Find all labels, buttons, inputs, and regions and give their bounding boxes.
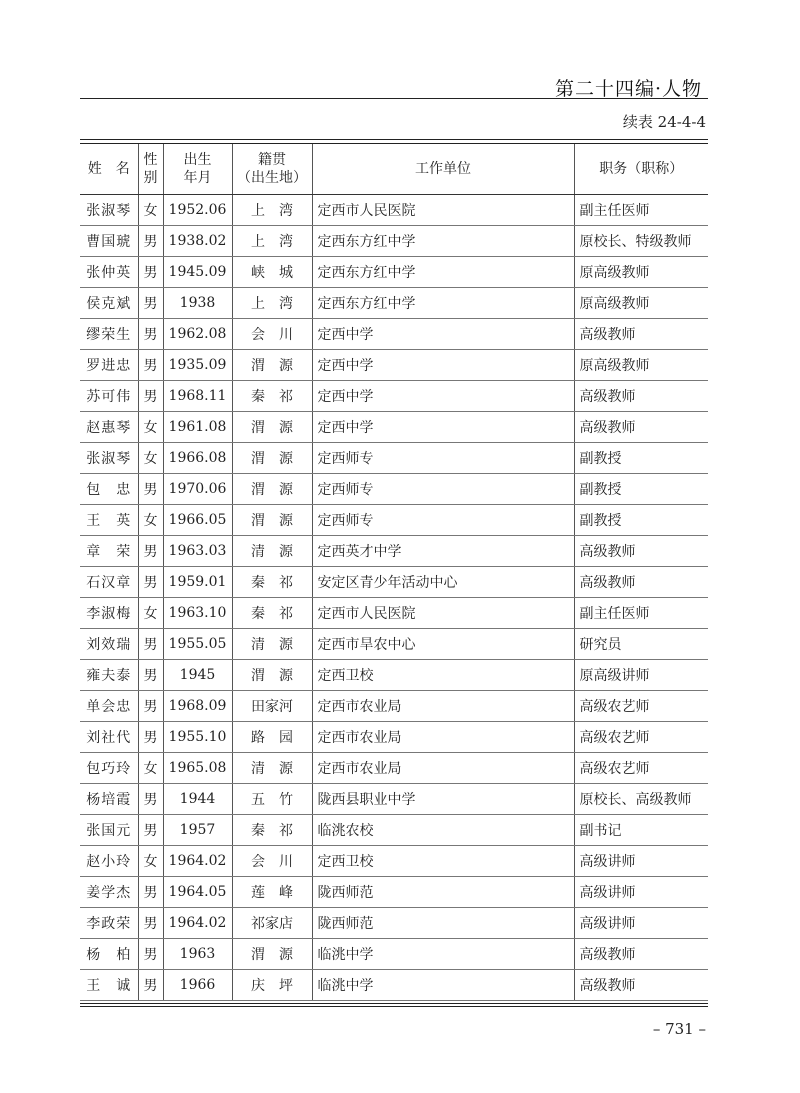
cell-unit: 定西东方红中学 bbox=[312, 288, 574, 319]
page-number: – 731 – bbox=[652, 1020, 706, 1038]
cell-gender: 女 bbox=[138, 753, 163, 784]
personnel-table bbox=[80, 144, 708, 1001]
cell-name: 石汉章 bbox=[80, 567, 138, 598]
cell-title: 高级讲师 bbox=[574, 846, 708, 877]
cell-birth: 1966 bbox=[163, 970, 232, 1001]
cell-origin: 清 源 bbox=[232, 629, 312, 660]
table-row bbox=[80, 536, 708, 567]
cell-birth: 1955.05 bbox=[163, 629, 232, 660]
table-row bbox=[80, 226, 708, 257]
table-row bbox=[80, 629, 708, 660]
cell-title: 原校长、特级教师 bbox=[574, 226, 708, 257]
cell-title: 副书记 bbox=[574, 815, 708, 846]
cell-origin: 上 湾 bbox=[232, 195, 312, 226]
cell-gender: 男 bbox=[138, 970, 163, 1001]
cell-birth: 1955.10 bbox=[163, 722, 232, 753]
cell-birth: 1966.05 bbox=[163, 505, 232, 536]
cell-title: 原高级教师 bbox=[574, 350, 708, 381]
cell-gender: 男 bbox=[138, 319, 163, 350]
table-row bbox=[80, 815, 708, 846]
column-header-gender: 性 别 bbox=[138, 144, 163, 195]
cell-name: 侯克斌 bbox=[80, 288, 138, 319]
cell-unit: 定西师专 bbox=[312, 443, 574, 474]
table-row bbox=[80, 939, 708, 970]
column-header-title: 职务（职称） bbox=[574, 144, 708, 195]
cell-birth: 1964.02 bbox=[163, 908, 232, 939]
cell-birth: 1968.09 bbox=[163, 691, 232, 722]
cell-origin: 渭 源 bbox=[232, 443, 312, 474]
cell-title: 高级教师 bbox=[574, 939, 708, 970]
cell-unit: 陇西师范 bbox=[312, 908, 574, 939]
table-row bbox=[80, 288, 708, 319]
table-row bbox=[80, 908, 708, 939]
cell-birth: 1957 bbox=[163, 815, 232, 846]
cell-name: 雍夫泰 bbox=[80, 660, 138, 691]
cell-unit: 临洮中学 bbox=[312, 970, 574, 1001]
cell-title: 原高级讲师 bbox=[574, 660, 708, 691]
cell-origin: 祁家店 bbox=[232, 908, 312, 939]
cell-title: 副教授 bbox=[574, 505, 708, 536]
cell-origin: 会 川 bbox=[232, 846, 312, 877]
cell-title: 副教授 bbox=[574, 443, 708, 474]
table-row bbox=[80, 691, 708, 722]
cell-birth: 1945.09 bbox=[163, 257, 232, 288]
column-header-name: 姓 名 bbox=[80, 144, 138, 195]
cell-origin: 莲 峰 bbox=[232, 877, 312, 908]
cell-unit: 定西师专 bbox=[312, 474, 574, 505]
cell-unit: 定西市旱农中心 bbox=[312, 629, 574, 660]
cell-gender: 男 bbox=[138, 877, 163, 908]
cell-birth: 1961.08 bbox=[163, 412, 232, 443]
cell-gender: 男 bbox=[138, 722, 163, 753]
cell-birth: 1963 bbox=[163, 939, 232, 970]
cell-gender: 男 bbox=[138, 784, 163, 815]
cell-unit: 定西市人民医院 bbox=[312, 195, 574, 226]
cell-title: 副主任医师 bbox=[574, 598, 708, 629]
cell-birth: 1963.10 bbox=[163, 598, 232, 629]
cell-title: 高级教师 bbox=[574, 567, 708, 598]
cell-origin: 清 源 bbox=[232, 536, 312, 567]
cell-name: 包 忠 bbox=[80, 474, 138, 505]
cell-unit: 定西东方红中学 bbox=[312, 257, 574, 288]
cell-origin: 上 湾 bbox=[232, 226, 312, 257]
cell-origin: 田家河 bbox=[232, 691, 312, 722]
cell-birth: 1938.02 bbox=[163, 226, 232, 257]
table-row bbox=[80, 567, 708, 598]
cell-origin: 秦 祁 bbox=[232, 567, 312, 598]
cell-birth: 1964.05 bbox=[163, 877, 232, 908]
cell-unit: 定西中学 bbox=[312, 412, 574, 443]
table-body bbox=[80, 195, 708, 1001]
table-row bbox=[80, 784, 708, 815]
cell-origin: 清 源 bbox=[232, 753, 312, 784]
cell-title: 研究员 bbox=[574, 629, 708, 660]
table-row bbox=[80, 846, 708, 877]
table-row bbox=[80, 350, 708, 381]
cell-name: 赵小玲 bbox=[80, 846, 138, 877]
cell-gender: 男 bbox=[138, 815, 163, 846]
cell-birth: 1965.08 bbox=[163, 753, 232, 784]
cell-name: 姜学杰 bbox=[80, 877, 138, 908]
table-caption: 续表 24-4-4 bbox=[622, 113, 706, 131]
cell-gender: 男 bbox=[138, 288, 163, 319]
cell-birth: 1963.03 bbox=[163, 536, 232, 567]
cell-unit: 定西市农业局 bbox=[312, 753, 574, 784]
cell-origin: 渭 源 bbox=[232, 939, 312, 970]
table-row bbox=[80, 443, 708, 474]
cell-title: 原校长、高级教师 bbox=[574, 784, 708, 815]
cell-gender: 女 bbox=[138, 846, 163, 877]
cell-origin: 渭 源 bbox=[232, 474, 312, 505]
cell-name: 王 诚 bbox=[80, 970, 138, 1001]
cell-unit: 陇西县职业中学 bbox=[312, 784, 574, 815]
cell-name: 赵惠琴 bbox=[80, 412, 138, 443]
cell-origin: 上 湾 bbox=[232, 288, 312, 319]
cell-origin: 渭 源 bbox=[232, 660, 312, 691]
cell-gender: 女 bbox=[138, 195, 163, 226]
cell-birth: 1935.09 bbox=[163, 350, 232, 381]
cell-name: 张淑琴 bbox=[80, 195, 138, 226]
cell-gender: 男 bbox=[138, 660, 163, 691]
cell-name: 罗进忠 bbox=[80, 350, 138, 381]
table-row bbox=[80, 195, 708, 226]
cell-name: 张仲英 bbox=[80, 257, 138, 288]
cell-name: 杨 柏 bbox=[80, 939, 138, 970]
cell-gender: 男 bbox=[138, 474, 163, 505]
cell-unit: 定西市农业局 bbox=[312, 722, 574, 753]
cell-unit: 定西市人民医院 bbox=[312, 598, 574, 629]
cell-unit: 定西市农业局 bbox=[312, 691, 574, 722]
cell-birth: 1944 bbox=[163, 784, 232, 815]
cell-origin: 秦 祁 bbox=[232, 598, 312, 629]
cell-name: 李淑梅 bbox=[80, 598, 138, 629]
table-row bbox=[80, 660, 708, 691]
cell-unit: 定西卫校 bbox=[312, 846, 574, 877]
cell-origin: 秦 祁 bbox=[232, 815, 312, 846]
cell-title: 高级教师 bbox=[574, 381, 708, 412]
cell-gender: 男 bbox=[138, 381, 163, 412]
table-header-row bbox=[80, 144, 708, 195]
cell-birth: 1959.01 bbox=[163, 567, 232, 598]
table-row bbox=[80, 412, 708, 443]
cell-birth: 1968.11 bbox=[163, 381, 232, 412]
table-row bbox=[80, 970, 708, 1001]
cell-unit: 定西中学 bbox=[312, 319, 574, 350]
cell-unit: 定西东方红中学 bbox=[312, 226, 574, 257]
cell-name: 刘效瑞 bbox=[80, 629, 138, 660]
cell-name: 李政荣 bbox=[80, 908, 138, 939]
section-title: 第二十四编·人物 bbox=[554, 78, 702, 100]
cell-title: 高级教师 bbox=[574, 412, 708, 443]
cell-name: 刘社代 bbox=[80, 722, 138, 753]
cell-gender: 女 bbox=[138, 598, 163, 629]
cell-origin: 渭 源 bbox=[232, 505, 312, 536]
cell-title: 原高级教师 bbox=[574, 257, 708, 288]
cell-birth: 1970.06 bbox=[163, 474, 232, 505]
cell-title: 高级教师 bbox=[574, 536, 708, 567]
cell-name: 章 荣 bbox=[80, 536, 138, 567]
table-row bbox=[80, 722, 708, 753]
cell-unit: 临洮中学 bbox=[312, 939, 574, 970]
cell-origin: 路 园 bbox=[232, 722, 312, 753]
cell-gender: 男 bbox=[138, 257, 163, 288]
cell-gender: 男 bbox=[138, 536, 163, 567]
table-row bbox=[80, 753, 708, 784]
cell-gender: 男 bbox=[138, 567, 163, 598]
cell-gender: 男 bbox=[138, 350, 163, 381]
cell-unit: 定西英才中学 bbox=[312, 536, 574, 567]
column-header-origin: 籍贯 （出生地） bbox=[232, 144, 312, 195]
table-row bbox=[80, 505, 708, 536]
cell-name: 杨培霞 bbox=[80, 784, 138, 815]
cell-unit: 陇西师范 bbox=[312, 877, 574, 908]
cell-origin: 峡 城 bbox=[232, 257, 312, 288]
cell-unit: 定西中学 bbox=[312, 350, 574, 381]
cell-unit: 临洮农校 bbox=[312, 815, 574, 846]
cell-birth: 1966.08 bbox=[163, 443, 232, 474]
cell-birth: 1952.06 bbox=[163, 195, 232, 226]
cell-title: 高级教师 bbox=[574, 319, 708, 350]
cell-name: 曹国琥 bbox=[80, 226, 138, 257]
cell-origin: 秦 祁 bbox=[232, 381, 312, 412]
cell-origin: 渭 源 bbox=[232, 412, 312, 443]
cell-title: 高级农艺师 bbox=[574, 753, 708, 784]
cell-gender: 女 bbox=[138, 412, 163, 443]
cell-unit: 定西卫校 bbox=[312, 660, 574, 691]
cell-unit: 定西师专 bbox=[312, 505, 574, 536]
header-divider bbox=[80, 98, 708, 99]
table-row bbox=[80, 474, 708, 505]
cell-origin: 五 竹 bbox=[232, 784, 312, 815]
cell-name: 张淑琴 bbox=[80, 443, 138, 474]
cell-gender: 男 bbox=[138, 691, 163, 722]
cell-origin: 会 川 bbox=[232, 319, 312, 350]
cell-title: 高级农艺师 bbox=[574, 722, 708, 753]
cell-gender: 女 bbox=[138, 443, 163, 474]
table-row bbox=[80, 319, 708, 350]
cell-title: 副教授 bbox=[574, 474, 708, 505]
cell-gender: 男 bbox=[138, 939, 163, 970]
cell-gender: 女 bbox=[138, 505, 163, 536]
cell-birth: 1938 bbox=[163, 288, 232, 319]
cell-title: 副主任医师 bbox=[574, 195, 708, 226]
cell-unit: 安定区青少年活动中心 bbox=[312, 567, 574, 598]
cell-title: 高级讲师 bbox=[574, 908, 708, 939]
cell-name: 苏可伟 bbox=[80, 381, 138, 412]
cell-title: 高级农艺师 bbox=[574, 691, 708, 722]
cell-gender: 男 bbox=[138, 629, 163, 660]
cell-title: 原高级教师 bbox=[574, 288, 708, 319]
cell-origin: 渭 源 bbox=[232, 350, 312, 381]
cell-name: 缪荣生 bbox=[80, 319, 138, 350]
cell-name: 包巧玲 bbox=[80, 753, 138, 784]
cell-birth: 1945 bbox=[163, 660, 232, 691]
column-header-unit: 工作单位 bbox=[312, 144, 574, 195]
cell-birth: 1964.02 bbox=[163, 846, 232, 877]
table-row bbox=[80, 598, 708, 629]
cell-name: 张国元 bbox=[80, 815, 138, 846]
cell-title: 高级教师 bbox=[574, 970, 708, 1001]
column-header-birth: 出生 年月 bbox=[163, 144, 232, 195]
cell-name: 王 英 bbox=[80, 505, 138, 536]
cell-name: 单会忠 bbox=[80, 691, 138, 722]
table-bottom-rule bbox=[80, 1003, 708, 1007]
cell-gender: 男 bbox=[138, 226, 163, 257]
cell-unit: 定西中学 bbox=[312, 381, 574, 412]
cell-birth: 1962.08 bbox=[163, 319, 232, 350]
cell-title: 高级讲师 bbox=[574, 877, 708, 908]
table-row bbox=[80, 877, 708, 908]
personnel-table-container bbox=[80, 139, 708, 1007]
table-row bbox=[80, 257, 708, 288]
cell-gender: 男 bbox=[138, 908, 163, 939]
table-row bbox=[80, 381, 708, 412]
cell-origin: 庆 坪 bbox=[232, 970, 312, 1001]
